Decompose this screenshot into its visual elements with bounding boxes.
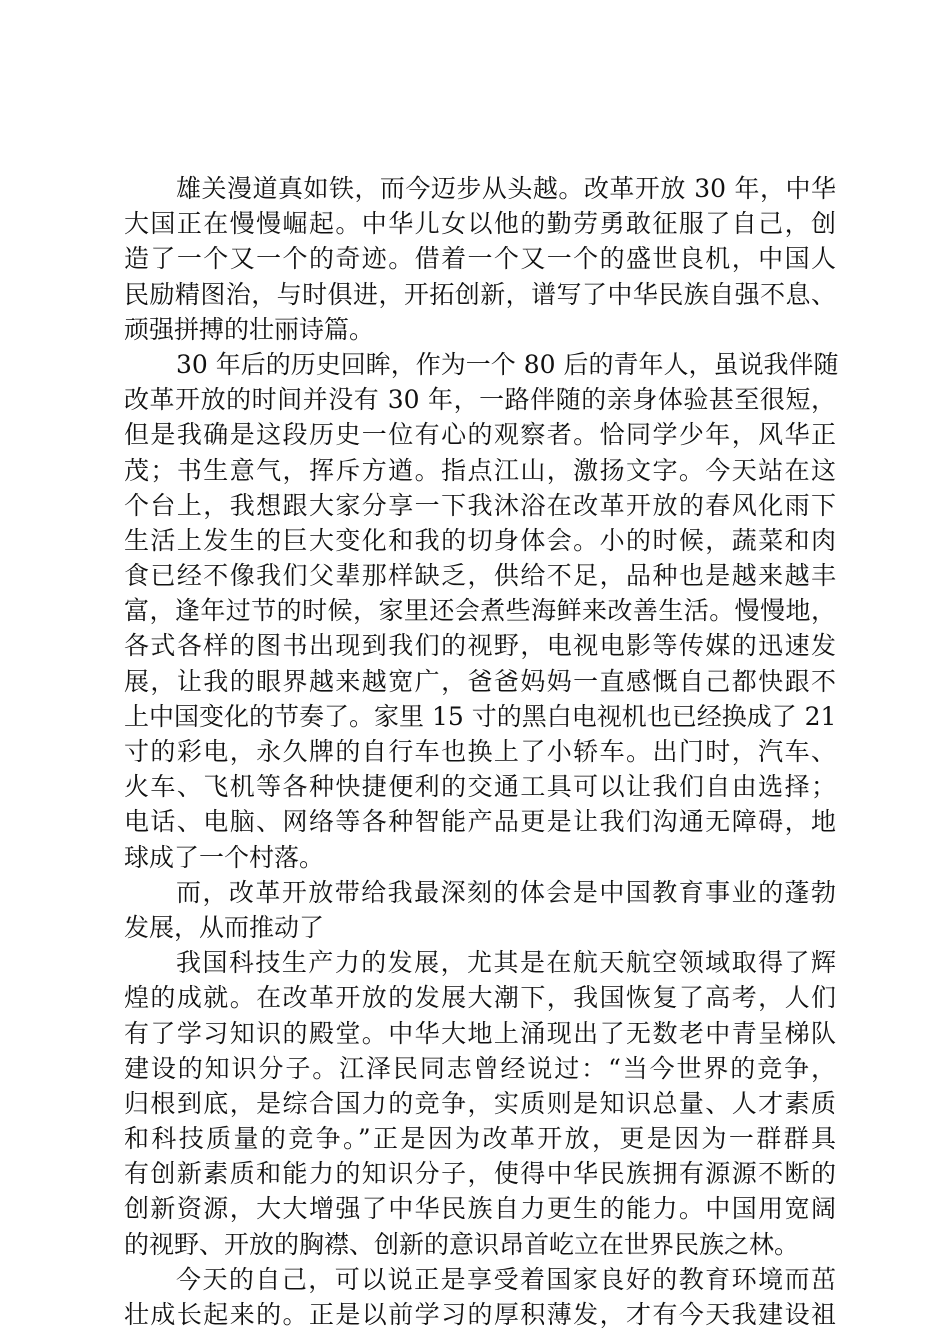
text-line: 展，让我的眼界越来越宽广，爸爸妈妈一直感慨自己都快跟不 <box>124 666 836 696</box>
text-line: 创新资源，大大增强了中华民族自力更生的能力。中国用宽阔 <box>124 1194 836 1224</box>
text-line: 和科技质量的竞争。”正是因为改革开放，更是因为一群群具 <box>124 1124 836 1154</box>
text-line: 民励精图治，与时俱进，开拓创新，谱写了中华民族自强不息、 <box>124 279 836 309</box>
document-body <box>124 171 839 1332</box>
text-line: 食已经不像我们父辈那样缺乏，供给不足，品种也是越来越丰 <box>124 561 836 591</box>
paragraph-1 <box>124 171 836 347</box>
paragraph-4 <box>124 945 836 1262</box>
text-line: 而，改革开放带给我最深刻的体会是中国教育事业的蓬勃 <box>176 877 836 907</box>
text-line: 生活上发生的巨大变化和我的切身体会。小的时候，蔬菜和肉 <box>124 525 836 555</box>
paragraph-2 <box>124 347 839 875</box>
text-line: 茂；书生意气，挥斥方遒。指点江山，激扬文字。今天站在这 <box>124 455 836 485</box>
text-line: 今天的自己，可以说正是享受着国家良好的教育环境而茁 <box>176 1264 836 1294</box>
text-line: 富，逢年过节的时候，家里还会煮些海鲜来改善生活。慢慢地， <box>124 596 836 626</box>
text-line: 30 年后的历史回眸，作为一个 80 后的青年人，虽说我伴随 <box>176 349 839 379</box>
text-line: 我国科技生产力的发展，尤其是在航天航空领域取得了辉 <box>176 948 836 978</box>
text-line: 壮成长起来的。正是以前学习的厚积薄发，才有今天我建设祖 <box>124 1300 836 1329</box>
text-line: 归根到底，是综合国力的竞争，实质则是知识总量、人才素质 <box>124 1088 836 1118</box>
text-line: 的视野、开放的胸襟、创新的意识昂首屹立在世界民族之林。 <box>124 1229 800 1259</box>
text-line: 建设的知识分子。江泽民同志曾经说过：“当今世界的竞争， <box>124 1053 836 1083</box>
text-line: 有了学习知识的殿堂。中华大地上涌现出了无数老中青呈梯队 <box>124 1018 836 1048</box>
text-line: 顽强拼搏的壮丽诗篇。 <box>124 314 375 344</box>
text-line: 大国正在慢慢崛起。中华儿女以他的勤劳勇敢征服了自己，创 <box>124 209 836 239</box>
text-line: 电话、电脑、网络等各种智能产品更是让我们沟通无障碍，地 <box>124 807 836 837</box>
text-line: 造了一个又一个的奇迹。借着一个又一个的盛世良机，中国人 <box>124 244 836 274</box>
text-line: 球成了一个村落。 <box>124 842 325 872</box>
text-line: 煌的成就。在改革开放的发展大潮下，我国恢复了高考，人们 <box>124 983 836 1013</box>
text-line: 发展，从而推动了 <box>124 912 325 942</box>
text-line: 个台上，我想跟大家分享一下我沐浴在改革开放的春风化雨下 <box>124 490 836 520</box>
text-line: 雄关漫道真如铁，而今迈步从头越。改革开放 30 年，中华 <box>176 174 836 203</box>
text-line: 有创新素质和能力的知识分子，使得中华民族拥有源源不断的 <box>124 1159 836 1189</box>
text-line: 上中国变化的节奏了。家里 15 寸的黑白电视机也已经换成了 21 <box>124 701 837 731</box>
text-line: 各式各样的图书出现到我们的视野，电视电影等传媒的迅速发 <box>124 631 836 661</box>
paragraph-3 <box>124 875 836 945</box>
paragraph-5 <box>124 1262 836 1332</box>
text-line: 寸的彩电，永久牌的自行车也换上了小轿车。出门时，汽车、 <box>124 737 836 766</box>
text-line: 火车、飞机等各种快捷便利的交通工具可以让我们自由选择； <box>124 772 836 802</box>
text-line: 但是我确是这段历史一位有心的观察者。恰同学少年，风华正 <box>124 420 836 450</box>
text-line: 改革开放的时间并没有 30 年，一路伴随的亲身体验甚至很短， <box>124 385 836 415</box>
